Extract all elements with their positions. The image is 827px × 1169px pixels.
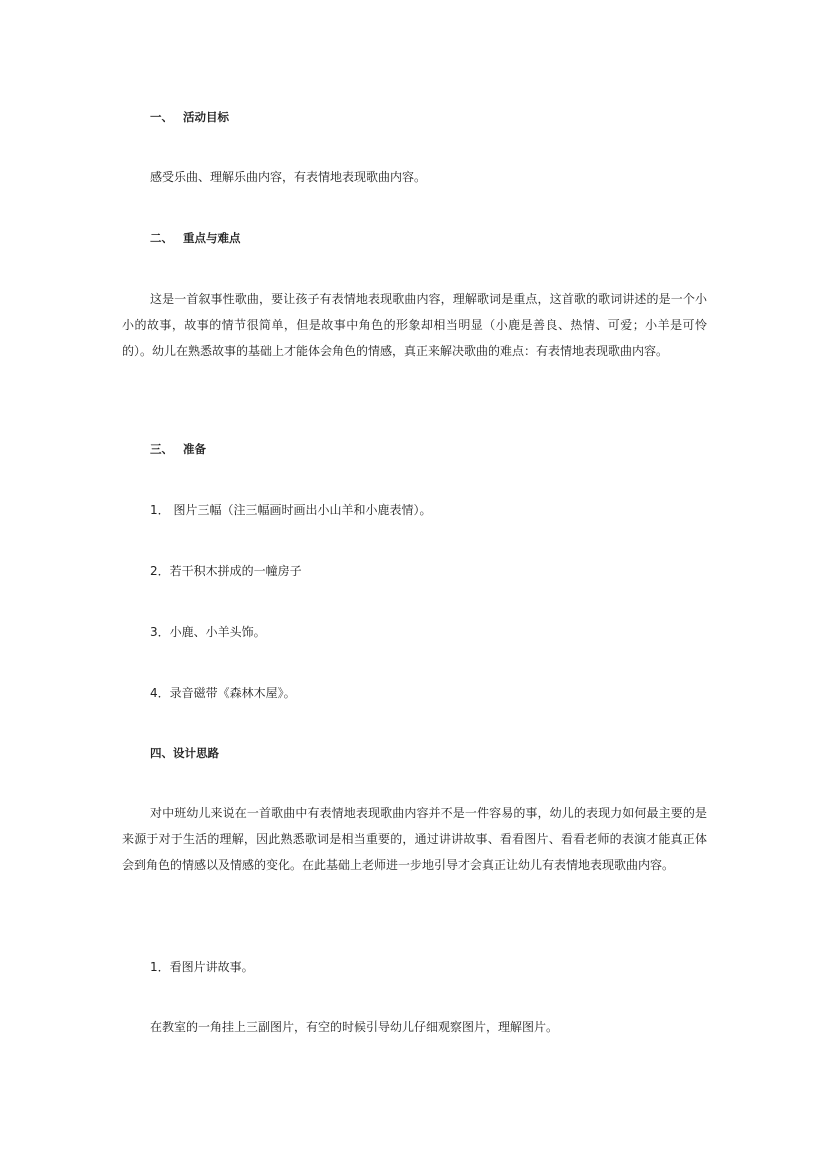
list-item-text: 小鹿、小羊头饰。 — [169, 625, 266, 639]
design-paragraph: 对中班幼儿来说在一首歌曲中有表情地表现歌曲内容并不是一件容易的事，幼儿的表现力如何最主要的是来源于对于生活的理解，因此熟悉歌词是相当重要的，通过讲讲故事、看看图片、看看老师的表演才能真正体会到角色的情感以及情感的变化。在此基础上老师进一步地引导才会真正让幼儿有表情地表现歌曲内容。 — [122, 806, 707, 872]
list-item — [150, 497, 735, 523]
list-item-number: 1． — [150, 960, 170, 974]
list-item-number: 4． — [150, 686, 170, 700]
section-heading-goals — [150, 104, 735, 130]
section-number: 一、 — [150, 110, 173, 124]
section-heading-key-points — [150, 225, 735, 251]
key-points-paragraph: 这是一首叙事性歌曲，要让孩子有表情地表现歌曲内容，理解歌词是重点，这首歌的歌词讲述的是一个小小的故事，故事的情节很简单，但是故事中角色的形象却相当明显（小鹿是善良、热情、可爱；小羊是可怜的）。幼儿在熟悉故事的基础上才能体会角色的情感，真正来解决歌曲的难点：有表情地表现歌曲内容。 — [122, 292, 707, 358]
goals-paragraph: 感受乐曲、理解乐曲内容，有表情地表现歌曲内容。 — [150, 170, 427, 184]
section-title: 准备 — [183, 442, 206, 456]
section-title: 活动目标 — [183, 110, 229, 124]
section-heading-design — [150, 740, 735, 766]
section-title: 四、设计思路 — [150, 746, 219, 760]
list-item-text: 图片三幅（注三幅画时画出小山羊和小鹿表情）。 — [169, 503, 432, 517]
section-number: 三、 — [150, 442, 173, 456]
list-item-number: 3． — [150, 625, 170, 639]
list-item-text: 看图片讲故事。 — [169, 960, 254, 974]
list-item-text: 录音磁带《森林木屋》。 — [169, 686, 296, 700]
section-heading-preparation — [150, 436, 735, 462]
list-item — [150, 680, 735, 706]
list-item-text: 若干积木拼成的一幢房子 — [169, 564, 302, 578]
list-item-number: 1． — [150, 503, 170, 517]
list-item-number: 2． — [150, 564, 170, 578]
list-item — [150, 619, 735, 645]
picture-story-paragraph: 在教室的一角挂上三副图片，有空的时候引导幼儿仔细观察图片，理解图片。 — [150, 1020, 559, 1034]
section-title: 重点与难点 — [183, 231, 241, 245]
list-item — [150, 558, 735, 584]
list-item — [150, 954, 735, 980]
section-number: 二、 — [150, 231, 173, 245]
